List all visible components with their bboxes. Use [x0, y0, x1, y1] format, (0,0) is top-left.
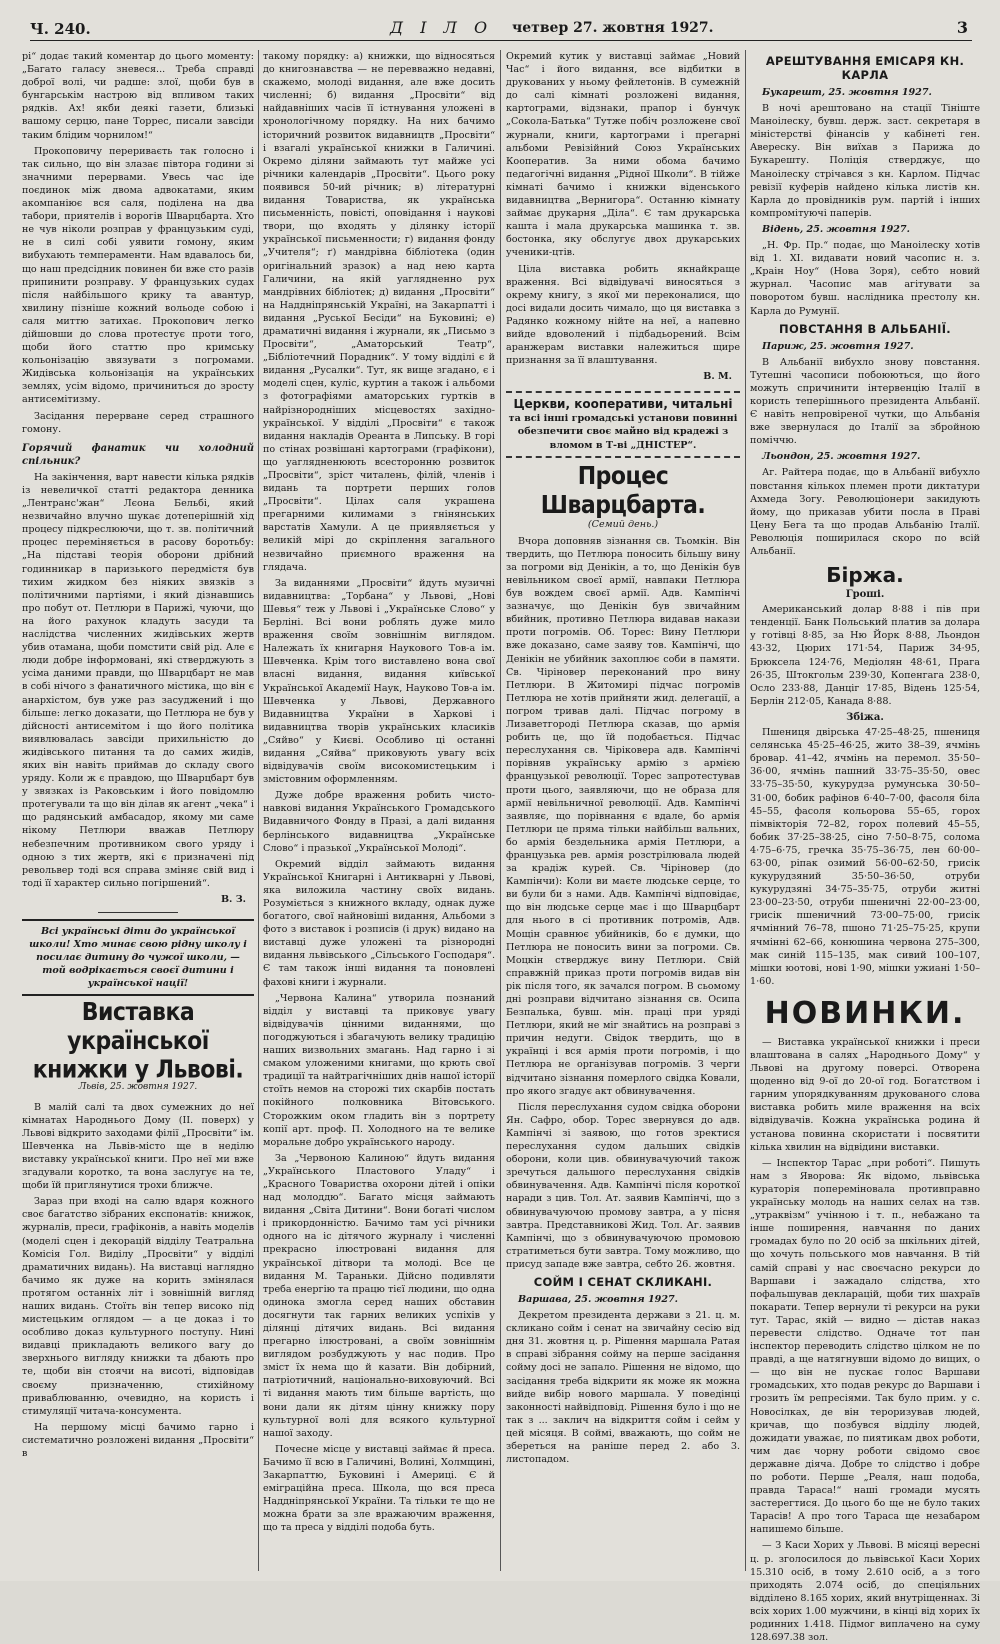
- column-rule: [745, 50, 746, 1571]
- paragraph: „Н. Фр. Пр.“ подає, що Маноілеску хотів від 1. XI. видавати новий часопис н. з. „Краін Ноу“ (Нова Зоря), себто новий журнал. Часопис мав агітувати за поворотом бувш. наслідника престолу кн. Карла до Румунії.: [750, 240, 980, 317]
- paragraph: Засідання перерване серед страшного гомону.: [22, 410, 254, 435]
- dateline: Париж, 25. жовтня 1927.: [762, 340, 914, 352]
- paragraph: — Виставка української книжки і преси влаштована в салях „Народнього Дому“ у Львові на другому поверсі. Отворена щоденно від 9-ої до 20-ої год. Богатством і гарним упорядкуванням друкованого слова виставка робить миле враження на всіх відвідувачів. Кожна українська родина й установа повинна скористати і посвятити кілька хвилин на відвідини виставки.: [750, 1036, 980, 1153]
- paragraph: такому порядку: а) книжки, що відносяться до книгознавства — не перевважно недавні, скажемо, молоді видання, але вже досить численні; б) видання „Просвіти“ від найдавніших часів її істнування уложені в хронологічному порядку. На них бачимо історичний розвиток видавництв „Просвіти“ і взагалі української книжки в Галичині. Окремо діляни займають тут майже усі річники календарів „Просвіти“. Цього року появився 50-ий річник; в) літературні видання Товариства, як українська письменність, повісті, оповідання і наукові твори, що входять у ділянку історії української письменности; г) видання фонду „Учителя“; ґ) мандрівна бібліотека (один оригінальний зразок) а над нею карта Галичини, на якій уаглядненно рух мандрівних бібліотек; д) видання „Просвіти“ на Наддніпрянській Україні, на Закарпатті і видання „Руської Бесіди“ на Буковині; е) драматичні видання і журнали, як „Письмо з Просвіти“, „Аматорський Театр“, „Бібліотечний Порадник“. У тому відділі є й видання „Русалки“. Тут, як вище згадано, є і моделі сцен, куліс, куртин а також і альбоми з фотографіями аматорських гуртків в найрізнородніших місцевостях західно-української. У відділі „Просвіти“ є також видання накладів Ореанта в Липську. В горі по стінах розвішані картограми (графікони), що уаглядненюють всесторонню розвиток „Просвіти“, зріст читалень, філій, членів і видань та портрети перших голов „Просвіти“. Цілах саля украшена прегарними килимами з гнінянських варстатів Хамули. А це приявляється у великій мірі до скріплення загального незвичайно приємного враження на глядача.: [263, 51, 495, 573]
- paragraph: Ціла виставка робить якнайкраще враження. Всі відвідувачі виносяться з окрему книгу, з якої ми переконалися, що досі видали досить чимало, що ця виставка з Радянко кожному нійте на неї, а напевно вийде вдоволений і підбадьорений. Всім аранжерам виставки належиться щире признання за її влаштування.: [506, 263, 740, 367]
- dateline: Відень, 25. жовтня 1927.: [762, 223, 910, 235]
- article-subtitle: (Семий день.): [587, 518, 659, 530]
- school-notice: Всі українські діти до української школи! Хто минає свою рідну школу і посилає дитину до чужої школи, — той водрікається своєї дитини і української нації!: [22, 919, 254, 996]
- author-signature: В. З.: [220, 893, 246, 905]
- money-subheading: Гроші.: [845, 589, 885, 601]
- article-headline: Виставка української книжки у Львові.: [32, 998, 244, 1086]
- column-1: [22, 50, 254, 1573]
- column-rule: [258, 50, 259, 1571]
- column-rule: [500, 50, 501, 1571]
- paragraph: Почесне місце у виставці займає й преса. Бачимо її всю в Галичині, Волині, Холмщині, Закарпаттю, Буковині і Америці. Є й еміграційна преса. Школа, що вся преса Наддніпрянської України. Та тільки те що не можна брати за зле вражаючим враження, що та преса у відділі подоба буть.: [263, 1443, 495, 1534]
- paragraph: Після переслухання судом свідка оборони Ян. Сафро, обор. Торес звернувся до адв. Кампінчі зі заявою, що готов зректися переслухання судом дальших свідків оборони, коли цив. обвинувачуючий також зречуться дальшого переслухання свідків обвинувачення. Адв. Кампінчі після короткої наради з цив. Тол. Ат. заявив Кампінчі, що з обвинувачуючою промову завтра, а у пісня завтра. Представниковi Жид. Тол. Аг. заявив Кампінчі, що з обвинувачуючою промовою стратиметься бути завтра. Тому можливо, що присуд западе вже завтра, себто 26. жовтня.: [506, 1101, 740, 1270]
- advert-text: та всі інші громадські установи повинні обезпечити своє майно від крадежі з вломом в Т-ві „ДНІСТЕР“.: [508, 413, 738, 451]
- paragraph: Зараз при вході на салю вдаря кожного своє багатство зібраних експонатів: книжок, журналів, преси, графіконів, а навіть моделів (моделі сцен і декорацій відділу Театральна Комісія Гол. Виділу „Просвіти“ у відділі драматичних видань). На виставці наглядно бачимо як дуже на корить змінялася протягом останніх літ і зовнішній вигляд наших видань. Стоїть він тепер високо під мистецьким оглядом — а це доказ і то особливо доказ культурного поступу. Нині видавці прикладають великого вагу до зверхнього вигляду книжки та дбають про те, щоби він стоячи на висоті, відповідав своєму призначенню, стихійному приваблюванню, очевидно, на користь і стимуляції читача-консумента.: [22, 1196, 254, 1417]
- section-heading: АРЕШТУВАННЯ ЕМІСАРЯ КН. КАРЛА: [765, 54, 965, 82]
- paragraph: За виданнями „Просвіти“ йдуть музичні видавництва: „Торбана“ у Львові, „Нові Шевья“ теж у Львові і „Українське Слово“ у Берліні. Всі вони роблять дуже мило враження своїм зовнішнім виглядом. Належать їх книгарня Наукового Тов-а ім. Шевченка. Крім того виставлено вона свої власні видання, видання київської Української Академії Наук, Науково Тов-а ім. Шевченка у Львові, Державного Видавництва України в Харкові і видавництва творів українських класиків „Сяйво“ у Києві. Особливо ці останні видання „Сяйва“ приковують увагу всіх відвідувачів своїм високомистецьким і змістовним оформленням.: [263, 577, 495, 786]
- column-4: [750, 50, 980, 1644]
- issue-number: Ч. 240.: [30, 20, 91, 38]
- grain-subheading: Збіжа.: [846, 711, 884, 723]
- section-heading: Горячий фанатик чи холодний спільник?: [22, 442, 254, 467]
- paragraph: — З Каси Хорих у Львові. В місяці вересні ц. р. зголосилося до львівської Каси Хорих 15.310 осіб, в тому 2.610 осіб, а з того приходять 2.074 осіб, до спеціяльних відділено 8.165 хорих, який внутріщеннах. Зі всіх хорих 1.00 мужчини, в кінці від хорих їх родинних 1.418. Підмог виплачено на суму 128.697.38 зол.: [750, 1540, 980, 1644]
- paragraph: В ночі арештовано на стації Тініште Маноілеску, бувш. держ. заст. секретаря в міністерстві фінансів у кабінеті ген. Авереску. Він виїхав з Парижа до Букарешту. Поліція стверджує, що Маноілеску стрічався з кн. Карлом. Підчас ревізії куферів найдено кілька листів кн. Карла до провідників рум. партій і інших компромітуючі паперів.: [750, 103, 980, 219]
- advert-title: Церкви, кооперативи, читальні: [513, 397, 733, 412]
- masthead: [30, 18, 972, 41]
- dateline: Льондон, 25. жовтня 1927.: [762, 451, 921, 463]
- article-headline: Процес Шварцбарта.: [540, 461, 706, 520]
- exchange-heading: Біржа.: [826, 563, 904, 588]
- section-heading: СОЙМ І СЕНАТ СКЛИКАНІ.: [533, 1274, 713, 1289]
- paragraph: В малій салі та двох сумежних до неї кімнатах Народнього Дому (II. поверх) у Львові відкрито заходами філії „Просвіти“ ім. Шевченка на Львів-місто ще в неділю виставку української книги. Про неї ми вже згадували коротко, та вона заслугує на те, щоби їй приглянутися трохи ближче.: [22, 1101, 254, 1192]
- paragraph: В Альбанії вибухло знову повстання. Тутешні часописи побоюються, що його можуть спричинити інтервенцію Італії в користь теперішнього президента Альбанії. Є навіть непровіреної чутки, що Альбанія вже звернулася до Італії за збройною поміччю.: [750, 356, 980, 447]
- paragraph: Дуже добре враження робить чисто-навкові видання Українського Громадського Видавничого Фонду в Празі, а далі видання берлінського видавництва „Українське Слово“ і празької „Української Молоді“.: [263, 790, 495, 854]
- paragraph: „Червона Калина“ утворила познаний відділ у виставці та приковує увагу відвідувачів цінними виданнями, що погоджуються і збагачують велику традицію наших визвольних змагань. Над гарно і зі смаком уложеними книгами, що крють свої традиції та найтрагічніших днів нашої історії стоїть немов на сторожі тих скарбів постать покійного полковника Вітовського. Сторожким оком гладить він з портрету копії арт. проф. П. Холодного на те велике моральне добро українського народу.: [263, 992, 495, 1148]
- section-heading: ПОВСТАННЯ В АЛЬБАНІЇ.: [779, 321, 951, 336]
- paragraph: На першому місці бачимо гарно і систематично розложені видання „Просвіти“ в: [22, 1421, 254, 1459]
- author-signature: В. М.: [703, 371, 732, 383]
- page-number: 3: [956, 18, 968, 37]
- paragraph: Американський долар 8·88 і пів при тенденції. Банк Польський платив за долара у готівці 8·85, за Ню Йорк 8·88, Льондон 43·32, Цюрих 171·54, Париж 34·95, Брюксела 124·76, Медіолян 48·61, Прага 26·35, Штокгольм 239·30, Копенгага 238·0, Осло 233·88, Данціг 17·85, Відень 125·54, Берлін 212·05, Канада 8·88.: [750, 604, 980, 707]
- paragraph: Декретом президента держави з 21. ц. м. скликано сойм і сенат на звичайну сесію від дня 31. жовтня ц. р. Рішення маршала Ратая в справі зібрання сойму на перше засідання сойму досі не запало. Рішення не відомо, що засідання треба відкрити як може як можна вийде вибір нового маршала. У поведінці законності найвідповід. Рішення було і що не так з ... заклич на відкриття сойм і сейм у цей місяця. В соймі, вважають, що сойм не збереться на раніше перед 2. або 3. листопадом.: [506, 1310, 740, 1466]
- paragraph: Вчора доповняв зізнання св. Тьомкін. Він твердить, що Петлюра поносить більшу вину за погроми від Денікін, а то, що Денікін був невільником своєї армії, навпаки Петлюра був вождем своєї армії. Адв. Кампінчі зазначує, що Денікін був звичайним вбийник, противно Петлюра видавав накази проти погромів. Об. Торес: Вину Петлюри вже доказано, саме заяву тов. Кампінчі, що Денікін не убийник захоплює соби в памяти. Св. Чіріновер переконаний про вину Петлюри. В Житомирі підчас погромів Петлюра не хотів прийняти жид. делегації, а погром тривав далі. Підчас погрому в Лизаветгороді Петлюра сказав, що армія робить це, що їй подобається. Підчас переслухання св. Чіріковера адв. Кампінчі порівняв українську армію з армією французької революції. Торес запротестував проти цього, заявляючи, що не образа для армії невільничної революції. Адв. Кампінчі заявляє, що порівнання є вдале, бо армія Петлюри це пряма тільки найбільш вальних, бо армія бездельника армія Петлюри, а французька рев. армія розстрілювала людей за крадіж курей. Св. Чіріновер (до Кампінчи): Коли ви маєте людське серце, то ви були би з нами. Адв. Кампінчі відповідає, що він людське серце має і що Шварцбарт для нього в сі противник потромів, Адв. Мощін сравнює убийників, бо є думки, що Петлюра не поносить вини за погроми. Св. Моцкін стверджує вину Петлюри. Свій справжній приказ проти погромів видав він рік після того, як зачался погром. В сьомому дні розправи відчитано зізнання св. Осипа Безпалька, бувш. мін. праці при уряді Петлюри, який не міг знайтись на розправі з причин недуги. Свідок твердить, що в українці і вся армія проти погромів, і що Петлюра не організував погромів. З черги відчитано зізнання померлого свідка Ковали, про якого згадує акт обвинувачення.: [506, 535, 740, 1097]
- divider: [98, 912, 178, 913]
- paragraph: Аг. Райтера подає, що в Альбанії вибухло повстання кількох племен проти диктатури Ахмеда Зогу. Революціонери закидують йому, що приказав убити посла в Праві Цену Бега та що продав Альбанію Італії. Революція поширилася скоро по всій Альбанії.: [750, 467, 980, 557]
- paragraph: рі“ додає такий коментар до цього моменту: „Багато галасу зневеся... Треба справді доброї волі, чи радше: злої, щоби був в бунгарськім настрою від впливом таких рядків. Ах! якби деякі газети, близькі вашому серцю, пане Торрес, писали завсіди таким блідим чорнилом!“: [22, 51, 254, 141]
- news-heading: НОВИНКИ.: [764, 995, 966, 1031]
- dateline: Варшава, 25. жовтня 1927.: [518, 1293, 679, 1305]
- paragraph: За „Червоною Калиною“ йдуть видання „Українського Пластового Уладу“ і „Красного Товариства охорони дітей і опіки над молоддю“. Багато місця займають видання „Світа Дитини“. Вони богаті числом і прикордонністю. Бачимо там усі річники одного на іс дітячого журналу і численні прекрасно ілюстровані видання для української дітвори та молоді. Все це видання М. Тараньки. Дійсно подивляти треба енергію та працю тієї людини, що одна одинока змогла серед наших обставин досягнути так гарних великих успіхів у ділянці дітячих видань. Всі видання прегарно ілюстровані, а своїм зовнішнім виглядом розбуджують у нас подив. Про зміст їх нема що й казати. Він добірний, патріотичний, національно-виховуючий. Всі ті видання мають тим більше вартість, що вони дали як дітям цінну книжку пору культурної волі для всякого культурної нашої заходу.: [263, 1152, 496, 1439]
- newspaper-title: Д І Л О: [390, 18, 494, 37]
- paragraph: — Інспектор Тарас „при роботі“. Пишуть нам з Яворова: Як відомо, львівська кураторія попереміновала противправно українську молодь на наших селах на тзв. „утраквізм“ учінною і т. п., небажано та інше поширення, навчання по даних громадах було по 20 осіб за шкільних дітей, що хочуть польського мов навчання. В тій самій справі у нас своєчасно рекурси до Варшави і зажадало слідства, хто пофальшував декларацій, щоби тих шахраїв покарати. Тепер вернули ті рекурси на руки тут. Тарас, якій — видно — дістав наказ перевести слідство. Одначе тот пан інспектор переводить слідство цілком не по правді, а ще натягнувши відомо до вищих, о — що він не пускає голос Варшави громадських, хто подав рекурс до Варшави і грозить їм репресіями. Так було прим. у с. Новосілках, де він тероризував людей, кричав, що позбувся відділу людей, дожидати уважає, по пиятикам двох роботи, чим дає чорну роботи свідомо своє державне діяча. Добре то слідство і добре по роботи. Перше „Реаля, наш подоба, правда Тараса!“ наші громади мусять застерегтися. До цього бо ще не було таких Тарасів! А про того Тараса ще незабаром напишемо більше.: [750, 1157, 980, 1536]
- paragraph: Прокоповичу перериваєть так голосно і так сильно, що він злазає півтора години зі значними перервами. Увесь час іде поєдинок між двома адвокатами, яким акомпаніює вся саля, поділена на два табори, приятелів і ворогів Шварцбарта. Хто не чув ніколи розправ у французьким суді, не в силі собі уявити гомону, яким вибухають темпераменти. Нам вдавалось би, що наш предсідник повинен би вже сто разів припинити розправу. У французьких судах після найбільшого крику та авантур, хвилину пізніше кожний вольоде собою і саля миттю затихає. Прокопович легко дійшовши до слова протестує проти того, щоби його статтю про кримську кольонізацію звязувати з погромами. Жидівська кольонізація на українських землях, усім відомо, причиниться до зросту антисемітизму.: [22, 145, 254, 406]
- issue-date: четвер 27. жовтня 1927.: [512, 20, 714, 36]
- paragraph: Пшениця двірська 47·25–48·25, пшениця селянська 45·25–46·25, жито 38–39, ячмінь бровар. 41–42, ячмінь на перемол. 35·50–36·00, ячмінь пашний 33·75–35·50, овес 33·75–35·50, кукурудза румунська 30·50–31·00, бобик рафінов 6·40–7·00, фасоля біла 45–55, фасоля кольорова 55–65, горох пімвікторія 72–82, горох полевий 45–55, бобик 37·25–38·25, сіно 7·50–8·75, солома 4·75–6·75, гречка 35·75–36·75, лен 60·00–63·00, ріпак озимий 56·00–62·50, грисік кукурудзяний 35·50–36·50, отруби кукурудзяні 34·75–35·75, отруби житні 23·00–23·50, отруби пшеничні 22·00–23·00, грисік пшеничний 73·00–75·00, грисік ячмінний 76–78, пшонo 71·25–75·25, крупи ячмінні 62–66, конюшина червона 275–300, мак синій 115–135, мак сивий 100–107, мішки юотові, нові 1·90, мішки ужиані 1·50–1·60.: [750, 727, 980, 987]
- column-2: [263, 50, 495, 1573]
- paragraph: Окремий відділ займають видання Української Книгарні і Антикварні у Львові, яка виложила частину своїх видань. Розуміється з книжного вкладу, однак дуже богатого, свої найновіші видання, Альбоми з фото з виставок і розписів (і друк) видано на виставці дуже уложені та різнородні видання львівського „Сільського Господаря“. Є там також інші видання та поновлені фахові книги і журнали.: [263, 858, 495, 988]
- insurance-advert: [506, 391, 740, 457]
- column-3: [506, 50, 740, 1573]
- dateline: Львів, 25. жовтня 1927.: [78, 1082, 198, 1093]
- dateline: Букарешт, 25. жовтня 1927.: [762, 87, 932, 98]
- paragraph: Окремий кутик у виставці займає „Новий Час“ і його видання, все відбитки в друкованих у ньому фейлетонів. В сумежній до салі кімнаті розложені видання, картограми, відзнаки, прапор і бунчук „Сокола-Батька“ Тутже побіч розложене свої журнали, книги, картограми і прегарні альбоми Ревізійний Союз Українських Кооператив. За ними обома бачимо педагогічні видання „Рідної Школи“. В тійже кімнаті бачимо і книжки віденського видавництва „Вернигора“. Останню кімнату займає друкарня „Діла“. Є там друкарська каштa і мала друкарська машинка т. зв. бостонка, яку обслугує двох друкарських ученики-цтів.: [506, 51, 740, 259]
- paragraph: На закінчення, варт навести кілька рядків із невеличкої статті редактора денника „Лентранс'жан“ Лєона Бельбі, який незвичайно влучно шукає дотеперішній хід процесу підкреслюючи, що т. зв. політичний процес переміняється в расову боротьбу: „На підставі теорія оборони дрібний годинникар в паризького передмістя був тихим жидком без ніяких звязків з політичними партіями, і який дізнавшись про побут от. Петлюри в Парижі, чуючи, що на його рахунок кладуть засуди та наслідства численних жидівських жертв убив отамана, щоби помстити свій рід. Але є люди добре інформовані, які стверджують з усіма даними правди, що Шварцбарт не мав в собі нічого з фанатичного містика, що він є анархістом, був уже раз засуджений і що більше: легко доказати, що Петлюра не був у дійсності антисемітом і що його політика виявлювалась завсіди прихильністю до жидівського питання та до самих жидів, яких він навіть приймав до складу свого уряду. Коли ж є правдою, що Шварцбарт був у звязках із Раковським і його повідомлю протегували та що він ділав як агент „чека“ і що радянський амбасадор, якому ми саме нікому Петлюри вважав Петлюру небезпечним противником свого уряду і одною з тих жертв, які є призначені під револьвер тоді вся справа зміняє свій вид і тоді її характер сильно погіршений“.: [22, 471, 254, 889]
